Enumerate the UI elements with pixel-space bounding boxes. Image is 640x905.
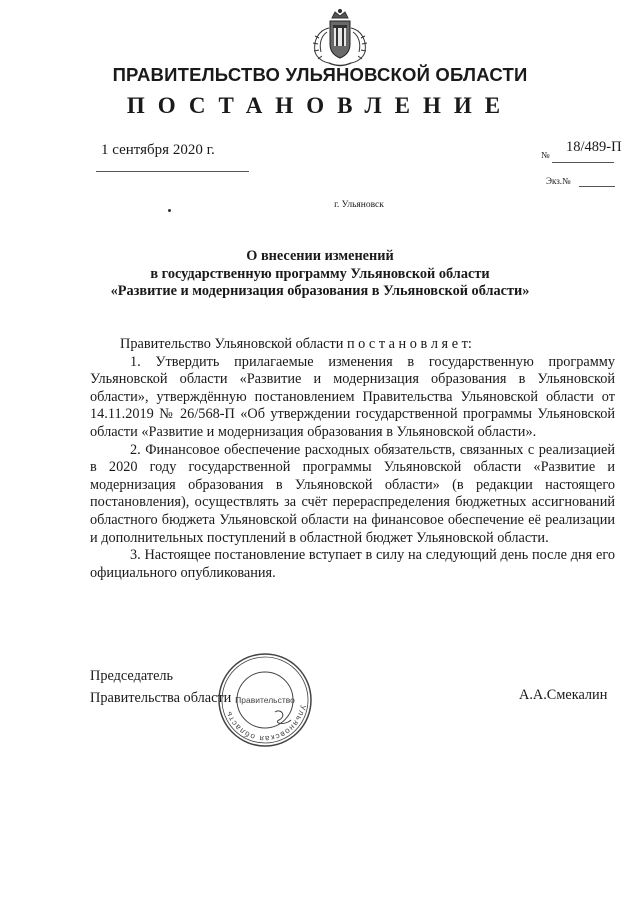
document-date: 1 сентября 2020 г.	[101, 142, 215, 158]
coat-of-arms-icon	[305, 8, 375, 70]
date-underline	[96, 171, 249, 172]
city-name: г. Ульяновск	[334, 200, 384, 210]
body-item-1: 1. Утвердить прилагаемые изменения в государственную программу Ульяновской области «Развитие и модернизация образования в Ульяновской области», утверждённую постановлением Правительства Ульяновской области от 14.11.2019 № 26/568-П «Об утверждении государственной программы Ульяновской области «Развитие и модернизация образования в Ульяновской области».	[90, 353, 615, 440]
signatory-title-line1: Председатель	[90, 668, 174, 684]
official-stamp-icon	[215, 650, 315, 750]
document-type: ПОСТАНОВЛЕНИЕ	[126, 93, 514, 118]
stamp-center-text: Правительство	[235, 695, 295, 705]
subject-line: «Развитие и модернизация образования в Ульяновской области»	[110, 283, 530, 299]
document-number: 18/489-П	[566, 139, 622, 155]
body-item-3: 3. Настоящее постановление вступает в силу на следующий день после дня его официального опубликования.	[90, 547, 615, 581]
document-body	[90, 336, 615, 582]
body-item-2: 2. Финансовое обеспечение расходных обязательств, связанных с реализацией в 2020 году государственной программы Ульяновской области «Развитие и модернизация образования в Ульяновской области» (в редакции настоящего постановления), осуществлять за счёт перераспределения бюджетных ассигнований областного бюджета Ульяновской области на финансовое обеспечение её реализации и дополнительных поступлений в областной бюджет Ульяновской области.	[90, 441, 615, 546]
signatory-title	[90, 665, 231, 709]
svg-text:Ульяновская область	[224, 704, 308, 743]
number-sign: №	[541, 150, 550, 160]
copy-label: Экз.№	[546, 176, 571, 186]
stamp-ring-text: Ульяновская область	[223, 704, 308, 744]
body-intro: Правительство Ульяновской области п о с т а н о в л я е т:	[120, 336, 472, 352]
number-underline	[552, 162, 614, 163]
government-title: ПРАВИТЕЛЬСТВО УЛЬЯНОВСКОЙ ОБЛАСТИ	[112, 64, 528, 85]
subject-line: в государственную программу Ульяновской области	[150, 265, 490, 282]
subject-line: О внесении изменений	[246, 248, 394, 264]
copy-underline	[579, 186, 615, 187]
signatory-title-line2: Правительства области	[90, 690, 232, 706]
document-subject	[0, 248, 640, 301]
signatory-name: А.А.Смекалин	[519, 687, 608, 703]
